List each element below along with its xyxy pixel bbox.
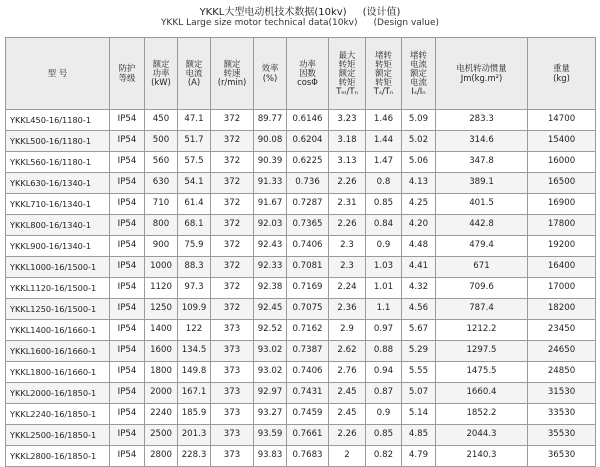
cell-weight: 35530	[528, 425, 596, 446]
cell-weight: 16900	[528, 194, 596, 215]
column-header-rated-current	[178, 38, 211, 110]
cell-model: YKKL2000-16/1850-1	[6, 383, 110, 404]
cell-model: YKKL1600-16/1660-1	[6, 341, 110, 362]
cell-weight: 24850	[528, 362, 596, 383]
cell-moment-of-inertia: 1212.2	[436, 320, 528, 341]
cell-locked-rotor-current-ratio: 5.55	[402, 362, 436, 383]
table-row	[6, 110, 596, 131]
cell-max-torque-ratio: 2.31	[329, 194, 366, 215]
cell-locked-rotor-torque-ratio: 0.88	[366, 341, 402, 362]
cell-efficiency: 89.77	[254, 110, 287, 131]
cell-max-torque-ratio: 3.18	[329, 131, 366, 152]
column-header-power-factor	[287, 38, 329, 110]
cell-model: YKKL1000-16/1500-1	[6, 257, 110, 278]
cell-protection-class: IP54	[110, 194, 145, 215]
column-header-line: 堵转	[375, 49, 392, 60]
cell-rated-current: 185.9	[178, 404, 211, 425]
cell-rated-power: 800	[145, 215, 178, 236]
cell-rated-speed: 373	[211, 383, 254, 404]
cell-protection-class: IP54	[110, 257, 145, 278]
column-header-line: 转矩	[338, 58, 356, 69]
cell-power-factor: 0.6225	[287, 152, 329, 173]
cell-rated-speed: 372	[211, 194, 254, 215]
cell-moment-of-inertia: 442.8	[436, 215, 528, 236]
cell-max-torque-ratio: 2.45	[329, 383, 366, 404]
cell-locked-rotor-torque-ratio: 0.84	[366, 215, 402, 236]
cell-rated-power: 2800	[145, 446, 178, 467]
cell-max-torque-ratio: 2.45	[329, 404, 366, 425]
cell-weight: 14700	[528, 110, 596, 131]
cell-rated-speed: 372	[211, 215, 254, 236]
cell-protection-class: IP54	[110, 215, 145, 236]
cell-rated-current: 122	[178, 320, 211, 341]
cell-efficiency: 91.33	[254, 173, 287, 194]
column-header-line: 等级	[118, 72, 136, 83]
cell-locked-rotor-torque-ratio: 0.94	[366, 362, 402, 383]
cell-protection-class: IP54	[110, 299, 145, 320]
title-chinese-main: YKKL大型电动机技术数据(10kv)	[199, 7, 347, 18]
cell-model: YKKL900-16/1340-1	[6, 236, 110, 257]
cell-rated-speed: 373	[211, 425, 254, 446]
table-row	[6, 131, 596, 152]
cell-rated-power: 1250	[145, 299, 178, 320]
cell-weight: 17000	[528, 278, 596, 299]
cell-max-torque-ratio: 2.26	[329, 215, 366, 236]
cell-model: YKKL2240-16/1850-1	[6, 404, 110, 425]
cell-max-torque-ratio: 2.36	[329, 299, 366, 320]
cell-rated-current: 228.3	[178, 446, 211, 467]
cell-max-torque-ratio: 3.23	[329, 110, 366, 131]
table-row	[6, 404, 596, 425]
cell-rated-speed: 373	[211, 320, 254, 341]
cell-weight: 33530	[528, 404, 596, 425]
column-header-line: 堵转	[410, 49, 427, 60]
column-header-line: Iₛ/Iₙ	[411, 86, 426, 97]
cell-locked-rotor-torque-ratio: 1.46	[366, 110, 402, 131]
column-header-max-torque-ratio	[329, 38, 366, 110]
cell-rated-speed: 372	[211, 152, 254, 173]
table-row	[6, 341, 596, 362]
cell-max-torque-ratio: 2	[329, 446, 366, 467]
cell-efficiency: 91.67	[254, 194, 287, 215]
table-row	[6, 278, 596, 299]
cell-efficiency: 90.08	[254, 131, 287, 152]
table-row	[6, 194, 596, 215]
cell-rated-power: 2000	[145, 383, 178, 404]
cell-efficiency: 93.02	[254, 362, 287, 383]
cell-efficiency: 90.39	[254, 152, 287, 173]
cell-max-torque-ratio: 2.76	[329, 362, 366, 383]
cell-rated-power: 560	[145, 152, 178, 173]
cell-locked-rotor-current-ratio: 4.79	[402, 446, 436, 467]
table-row	[6, 320, 596, 341]
cell-moment-of-inertia: 671	[436, 257, 528, 278]
cell-weight: 19200	[528, 236, 596, 257]
cell-power-factor: 0.7406	[287, 236, 329, 257]
cell-locked-rotor-current-ratio: 4.56	[402, 299, 436, 320]
cell-rated-current: 57.5	[178, 152, 211, 173]
table-row	[6, 383, 596, 404]
cell-rated-speed: 373	[211, 362, 254, 383]
cell-moment-of-inertia: 1475.5	[436, 362, 528, 383]
table-row	[6, 257, 596, 278]
table-row	[6, 236, 596, 257]
table-row	[6, 362, 596, 383]
cell-protection-class: IP54	[110, 320, 145, 341]
column-header-line: Jm(kg.m²)	[460, 72, 503, 83]
cell-weight: 31530	[528, 383, 596, 404]
cell-max-torque-ratio: 2.3	[329, 257, 366, 278]
cell-rated-speed: 373	[211, 404, 254, 425]
cell-rated-power: 710	[145, 194, 178, 215]
cell-rated-speed: 372	[211, 236, 254, 257]
cell-weight: 23450	[528, 320, 596, 341]
cell-rated-speed: 373	[211, 341, 254, 362]
column-header-line: 电流	[185, 67, 203, 78]
cell-rated-power: 1600	[145, 341, 178, 362]
column-header-line: 因数	[299, 67, 316, 78]
cell-weight: 18200	[528, 299, 596, 320]
cell-model: YKKL450-16/1180-1	[6, 110, 110, 131]
cell-max-torque-ratio: 2.26	[329, 425, 366, 446]
cell-protection-class: IP54	[110, 446, 145, 467]
cell-max-torque-ratio: 2.24	[329, 278, 366, 299]
cell-moment-of-inertia: 1660.4	[436, 383, 528, 404]
column-header-line: 额定	[223, 58, 241, 69]
cell-power-factor: 0.7169	[287, 278, 329, 299]
cell-power-factor: 0.7287	[287, 194, 329, 215]
cell-protection-class: IP54	[110, 131, 145, 152]
cell-rated-current: 149.8	[178, 362, 211, 383]
cell-power-factor: 0.7406	[287, 362, 329, 383]
cell-locked-rotor-torque-ratio: 0.87	[366, 383, 402, 404]
column-header-line: 转矩	[375, 77, 392, 88]
cell-weight: 16400	[528, 257, 596, 278]
column-header-line: 电流	[410, 58, 427, 69]
cell-locked-rotor-torque-ratio: 0.9	[366, 404, 402, 425]
cell-protection-class: IP54	[110, 278, 145, 299]
table-row	[6, 215, 596, 236]
cell-locked-rotor-torque-ratio: 1.1	[366, 299, 402, 320]
column-header-line: 型 号	[47, 67, 68, 78]
column-header-line: 额定	[410, 67, 427, 78]
column-header-weight	[528, 38, 596, 110]
cell-moment-of-inertia: 347.8	[436, 152, 528, 173]
cell-efficiency: 93.27	[254, 404, 287, 425]
cell-locked-rotor-torque-ratio: 0.82	[366, 446, 402, 467]
cell-power-factor: 0.7081	[287, 257, 329, 278]
column-header-line: 额定	[338, 67, 356, 78]
cell-protection-class: IP54	[110, 152, 145, 173]
column-header-line: (A)	[187, 77, 201, 88]
cell-rated-speed: 372	[211, 299, 254, 320]
column-header-line: (%)	[262, 72, 278, 83]
cell-locked-rotor-torque-ratio: 1.47	[366, 152, 402, 173]
cell-locked-rotor-torque-ratio: 0.8	[366, 173, 402, 194]
column-header-line: 功率	[299, 58, 316, 69]
cell-rated-power: 1800	[145, 362, 178, 383]
cell-model: YKKL1800-16/1660-1	[6, 362, 110, 383]
cell-rated-speed: 372	[211, 173, 254, 194]
cell-efficiency: 92.97	[254, 383, 287, 404]
cell-max-torque-ratio: 3.13	[329, 152, 366, 173]
cell-model: YKKL630-16/1340-1	[6, 173, 110, 194]
table-body	[6, 110, 596, 467]
column-header-line: 额定	[375, 67, 392, 78]
cell-weight: 16500	[528, 173, 596, 194]
cell-model: YKKL500-16/1180-1	[6, 131, 110, 152]
cell-rated-speed: 373	[211, 446, 254, 467]
header-row	[6, 38, 596, 110]
column-header-line: (kW)	[151, 77, 171, 88]
cell-rated-current: 134.5	[178, 341, 211, 362]
title-chinese	[0, 3, 600, 18]
cell-locked-rotor-current-ratio: 5.06	[402, 152, 436, 173]
cell-rated-current: 51.7	[178, 131, 211, 152]
cell-rated-current: 201.3	[178, 425, 211, 446]
cell-moment-of-inertia: 1852.2	[436, 404, 528, 425]
cell-power-factor: 0.7661	[287, 425, 329, 446]
cell-efficiency: 92.38	[254, 278, 287, 299]
column-header-line: (r/min)	[217, 77, 247, 88]
cell-max-torque-ratio: 2.9	[329, 320, 366, 341]
cell-protection-class: IP54	[110, 110, 145, 131]
cell-efficiency: 92.52	[254, 320, 287, 341]
column-header-line: 电机转动惯量	[456, 63, 507, 74]
column-header-line: 功率	[152, 67, 170, 78]
cell-rated-power: 900	[145, 236, 178, 257]
cell-moment-of-inertia: 283.3	[436, 110, 528, 131]
cell-protection-class: IP54	[110, 362, 145, 383]
table-row	[6, 425, 596, 446]
cell-power-factor: 0.7075	[287, 299, 329, 320]
cell-protection-class: IP54	[110, 341, 145, 362]
table-header	[6, 38, 596, 110]
cell-model: YKKL710-16/1340-1	[6, 194, 110, 215]
cell-locked-rotor-current-ratio: 4.32	[402, 278, 436, 299]
cell-rated-current: 75.9	[178, 236, 211, 257]
cell-efficiency: 93.83	[254, 446, 287, 467]
cell-model: YKKL2800-16/1850-1	[6, 446, 110, 467]
cell-rated-power: 2240	[145, 404, 178, 425]
column-header-line: 转矩	[338, 77, 356, 88]
cell-moment-of-inertia: 2140.3	[436, 446, 528, 467]
cell-moment-of-inertia: 709.6	[436, 278, 528, 299]
cell-power-factor: 0.7387	[287, 341, 329, 362]
cell-efficiency: 92.33	[254, 257, 287, 278]
cell-weight: 17800	[528, 215, 596, 236]
cell-rated-power: 1120	[145, 278, 178, 299]
cell-locked-rotor-current-ratio: 5.67	[402, 320, 436, 341]
cell-rated-speed: 372	[211, 110, 254, 131]
column-header-efficiency	[254, 38, 287, 110]
cell-efficiency: 92.45	[254, 299, 287, 320]
cell-rated-speed: 372	[211, 131, 254, 152]
cell-moment-of-inertia: 314.6	[436, 131, 528, 152]
cell-rated-speed: 372	[211, 278, 254, 299]
cell-rated-current: 109.9	[178, 299, 211, 320]
cell-rated-power: 1400	[145, 320, 178, 341]
motor-technical-data-table	[5, 37, 596, 467]
table-row	[6, 152, 596, 173]
cell-moment-of-inertia: 1297.5	[436, 341, 528, 362]
cell-protection-class: IP54	[110, 173, 145, 194]
cell-efficiency: 92.43	[254, 236, 287, 257]
cell-rated-current: 167.1	[178, 383, 211, 404]
cell-locked-rotor-current-ratio: 4.20	[402, 215, 436, 236]
cell-rated-speed: 372	[211, 257, 254, 278]
cell-weight: 24650	[528, 341, 596, 362]
column-header-locked-rotor-torque-ratio	[366, 38, 402, 110]
cell-moment-of-inertia: 389.1	[436, 173, 528, 194]
title-english-design-value: (Design value)	[373, 18, 440, 28]
cell-power-factor: 0.7365	[287, 215, 329, 236]
cell-locked-rotor-current-ratio: 5.07	[402, 383, 436, 404]
cell-rated-power: 500	[145, 131, 178, 152]
cell-model: YKKL1120-16/1500-1	[6, 278, 110, 299]
cell-rated-power: 2500	[145, 425, 178, 446]
column-header-line: 效率	[261, 63, 279, 74]
column-header-protection-class	[110, 38, 145, 110]
cell-rated-current: 47.1	[178, 110, 211, 131]
column-header-line: 重量	[553, 63, 570, 74]
column-header-line: 防护	[118, 63, 136, 74]
cell-locked-rotor-torque-ratio: 1.01	[366, 278, 402, 299]
cell-locked-rotor-current-ratio: 5.29	[402, 341, 436, 362]
cell-model: YKKL2500-16/1850-1	[6, 425, 110, 446]
cell-efficiency: 92.03	[254, 215, 287, 236]
table-row	[6, 299, 596, 320]
cell-locked-rotor-torque-ratio: 0.85	[366, 194, 402, 215]
cell-moment-of-inertia: 787.4	[436, 299, 528, 320]
cell-locked-rotor-current-ratio: 5.02	[402, 131, 436, 152]
cell-max-torque-ratio: 2.26	[329, 173, 366, 194]
cell-efficiency: 93.02	[254, 341, 287, 362]
cell-model: YKKL800-16/1340-1	[6, 215, 110, 236]
column-header-line: 转矩	[375, 58, 392, 69]
title-english-main: YKKL Large size motor technical data(10kv)	[160, 18, 358, 28]
column-header-line: 额定	[185, 58, 203, 69]
cell-power-factor: 0.7683	[287, 446, 329, 467]
cell-locked-rotor-current-ratio: 4.48	[402, 236, 436, 257]
cell-model: YKKL1250-16/1500-1	[6, 299, 110, 320]
cell-protection-class: IP54	[110, 404, 145, 425]
cell-locked-rotor-torque-ratio: 1.03	[366, 257, 402, 278]
cell-locked-rotor-current-ratio: 4.41	[402, 257, 436, 278]
column-header-line: 转速	[223, 67, 241, 78]
cell-weight: 15400	[528, 131, 596, 152]
cell-locked-rotor-torque-ratio: 0.97	[366, 320, 402, 341]
cell-rated-power: 1000	[145, 257, 178, 278]
cell-power-factor: 0.736	[287, 173, 329, 194]
cell-locked-rotor-current-ratio: 5.14	[402, 404, 436, 425]
column-header-line: 最大	[338, 49, 356, 60]
column-header-locked-rotor-current-ratio	[402, 38, 436, 110]
cell-protection-class: IP54	[110, 236, 145, 257]
cell-locked-rotor-torque-ratio: 0.9	[366, 236, 402, 257]
cell-protection-class: IP54	[110, 383, 145, 404]
column-header-rated-speed	[211, 38, 254, 110]
cell-weight: 36530	[528, 446, 596, 467]
column-header-line: 额定	[152, 58, 170, 69]
cell-rated-current: 97.3	[178, 278, 211, 299]
cell-power-factor: 0.6204	[287, 131, 329, 152]
column-header-line: cosΦ	[297, 77, 318, 88]
cell-power-factor: 0.7459	[287, 404, 329, 425]
cell-locked-rotor-current-ratio: 4.85	[402, 425, 436, 446]
cell-rated-current: 88.3	[178, 257, 211, 278]
cell-locked-rotor-current-ratio: 4.13	[402, 173, 436, 194]
cell-locked-rotor-current-ratio: 5.09	[402, 110, 436, 131]
cell-model: YKKL1400-16/1660-1	[6, 320, 110, 341]
cell-rated-current: 61.4	[178, 194, 211, 215]
column-header-line: 电流	[410, 77, 427, 88]
cell-max-torque-ratio: 2.62	[329, 341, 366, 362]
column-header-line: Tₛ/Tₙ	[373, 86, 394, 97]
cell-power-factor: 0.7431	[287, 383, 329, 404]
cell-efficiency: 93.59	[254, 425, 287, 446]
column-header-rated-power	[145, 38, 178, 110]
cell-moment-of-inertia: 479.4	[436, 236, 528, 257]
table-row	[6, 446, 596, 467]
column-header-moment-of-inertia	[436, 38, 528, 110]
title-chinese-design-value: (设计值)	[362, 7, 401, 18]
cell-weight: 16000	[528, 152, 596, 173]
cell-moment-of-inertia: 401.5	[436, 194, 528, 215]
cell-rated-current: 68.1	[178, 215, 211, 236]
cell-power-factor: 0.7162	[287, 320, 329, 341]
cell-locked-rotor-torque-ratio: 0.85	[366, 425, 402, 446]
title-english	[0, 18, 600, 28]
table-row	[6, 173, 596, 194]
column-header-line: (kg)	[553, 72, 570, 83]
cell-rated-power: 630	[145, 173, 178, 194]
cell-model: YKKL560-16/1180-1	[6, 152, 110, 173]
cell-rated-power: 450	[145, 110, 178, 131]
cell-moment-of-inertia: 2044.3	[436, 425, 528, 446]
cell-locked-rotor-torque-ratio: 1.44	[366, 131, 402, 152]
cell-protection-class: IP54	[110, 425, 145, 446]
cell-power-factor: 0.6146	[287, 110, 329, 131]
cell-rated-current: 54.1	[178, 173, 211, 194]
column-header-model	[6, 38, 110, 110]
cell-locked-rotor-current-ratio: 4.25	[402, 194, 436, 215]
cell-max-torque-ratio: 2.3	[329, 236, 366, 257]
column-header-line: Tₘ/Tₙ	[336, 86, 358, 97]
